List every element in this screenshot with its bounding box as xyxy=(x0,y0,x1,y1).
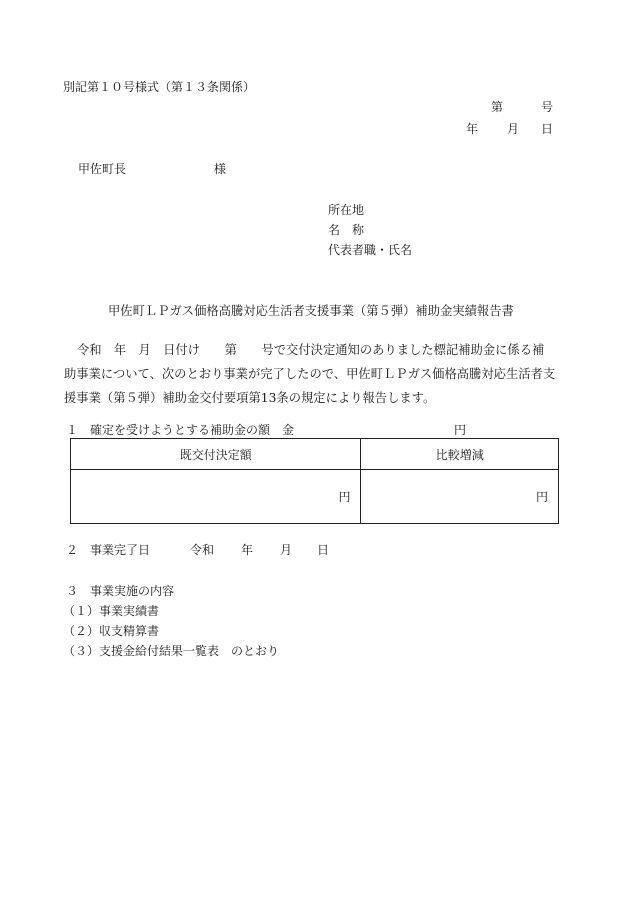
date-day: 日 xyxy=(541,122,554,136)
form-number: 別記第１０号様式（第１３条関係） xyxy=(63,80,256,94)
addressee-name: 甲佐町長 xyxy=(78,162,127,176)
completion-reiwa: 令和 xyxy=(190,543,215,557)
date-month: 月 xyxy=(507,122,520,136)
table-header-difference: 比較増減 xyxy=(361,439,559,470)
body-line: 令和 年 月 日付け 第 号で交付決定通知のありました標記補助金に係る補 xyxy=(77,343,545,357)
date-year: 年 xyxy=(466,122,479,136)
amount-table xyxy=(70,438,559,524)
completion-year: 年 xyxy=(241,543,254,557)
applicant-name-label: 名 称 xyxy=(328,223,365,237)
completion-day: 日 xyxy=(317,543,330,557)
body-paragraph xyxy=(64,338,574,410)
table-cell-prior-amount: 円 xyxy=(71,470,361,524)
doc-number-dai: 第 xyxy=(491,100,504,114)
section3-item: （３）支援金給付結果一覧表 のとおり xyxy=(63,644,280,658)
completion-month: 月 xyxy=(280,543,293,557)
section1-label: １ 確定を受けようとする補助金の額 金 xyxy=(66,423,295,437)
doc-number-go: 号 xyxy=(541,100,554,114)
section1-yen: 円 xyxy=(454,423,467,437)
section3-heading: ３ 事業実施の内容 xyxy=(66,584,175,598)
section3-item: （２）収支精算書 xyxy=(63,624,160,638)
body-line: 助事業について、次のとおり事業が完了したので、甲佐町ＬＰガス価格高騰対応生活者支 xyxy=(64,367,556,381)
applicant-address-label: 所在地 xyxy=(328,203,365,217)
document-title: 甲佐町ＬＰガス価格高騰対応生活者支援事業（第５弾）補助金実績報告書 xyxy=(108,304,514,318)
table-cell-difference: 円 xyxy=(361,470,559,524)
body-line: 援事業（第５弾）補助金交付要項第13条の規定により報告します。 xyxy=(64,391,436,405)
addressee-honorific: 様 xyxy=(214,162,227,176)
section2-label: ２ 事業完了日 xyxy=(66,543,151,557)
section3-item: （１）事業実績書 xyxy=(63,604,160,618)
applicant-representative-label: 代表者職・氏名 xyxy=(328,243,413,257)
table-header-prior-amount: 既交付決定額 xyxy=(71,439,361,470)
